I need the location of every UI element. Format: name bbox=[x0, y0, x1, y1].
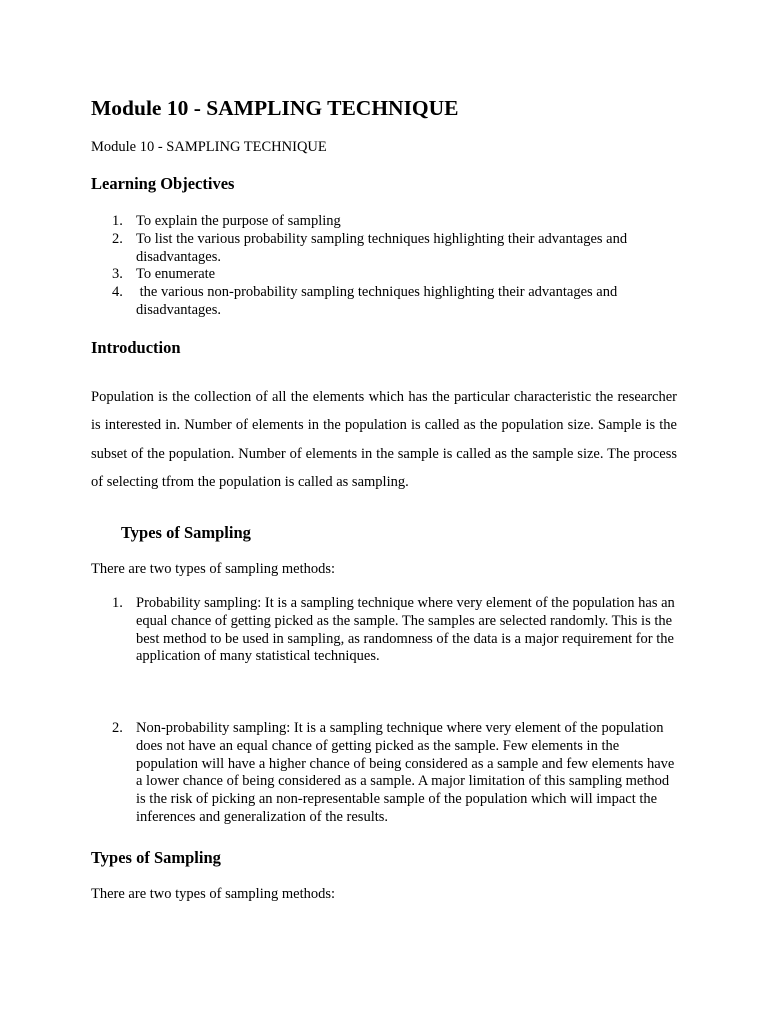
list-item-number: 4. bbox=[112, 284, 123, 301]
introduction-heading: Introduction bbox=[91, 338, 181, 357]
types-of-sampling-heading-2: Types of Sampling bbox=[91, 848, 221, 867]
list-item-text: Probability sampling: It is a sampling technique where very element of the population has an equal chance of getting picked as the sample. The samples are selected randomly. This is the best method to be used in sampling, as randomness of the data is a major requirement for the application of many statistical techniques. bbox=[136, 595, 675, 665]
list-item-text: To list the various probability sampling techniques highlighting their advantages and disadvantages. bbox=[136, 230, 628, 265]
types-of-sampling-lead: There are two types of sampling methods: bbox=[91, 561, 336, 577]
list-item bbox=[91, 720, 677, 827]
list-item bbox=[91, 595, 677, 666]
types-of-sampling-lead-2: There are two types of sampling methods: bbox=[91, 886, 336, 902]
list-item-number: 1. bbox=[112, 213, 123, 229]
list-item bbox=[91, 231, 677, 267]
list-item-number: 2. bbox=[112, 720, 123, 736]
list-item-text: To enumerate bbox=[136, 266, 216, 283]
list-item bbox=[91, 266, 677, 284]
list-item-number: 2. bbox=[112, 230, 123, 247]
types-of-sampling-heading: Types of Sampling bbox=[121, 523, 251, 542]
list-item-text: To explain the purpose of sampling bbox=[136, 213, 341, 229]
sampling-methods-list-continued bbox=[91, 720, 677, 827]
introduction-paragraph: Population is the collection of all the elements which has the particular characteristic the researcher is interested in. Number of elements in the population is called as the population size. Sample is the subset of the population. Number of elements in the sample is called as the sample size. The process of selecting tfrom the population is called as sampling. bbox=[91, 389, 677, 491]
list-item-number: 1. bbox=[112, 595, 123, 611]
list-item-text: the various non-probability sampling techniques highlighting their advantages and disadvantages. bbox=[136, 284, 621, 318]
document-subtitle: Module 10 - SAMPLING TECHNIQUE bbox=[91, 139, 327, 155]
list-item bbox=[91, 213, 677, 231]
page-title: Module 10 - SAMPLING TECHNIQUE bbox=[91, 96, 459, 120]
sampling-methods-list bbox=[91, 595, 677, 666]
learning-objectives-list bbox=[91, 213, 677, 320]
list-item bbox=[91, 284, 677, 320]
list-item-text: Non-probability sampling: It is a sampling technique where very element of the population does not have an equal chance of getting picked as the sample. Few elements in the population will have a higher chance of being considered as a sample and few elements have a lower chance of being considered as a sample. A major limitation of this sampling method is the risk of picking an non-representable sample of the population which will impact the inferences and generalization of the results. bbox=[136, 720, 675, 825]
learning-objectives-heading: Learning Objectives bbox=[91, 174, 235, 193]
list-item-number: 3. bbox=[112, 266, 123, 283]
